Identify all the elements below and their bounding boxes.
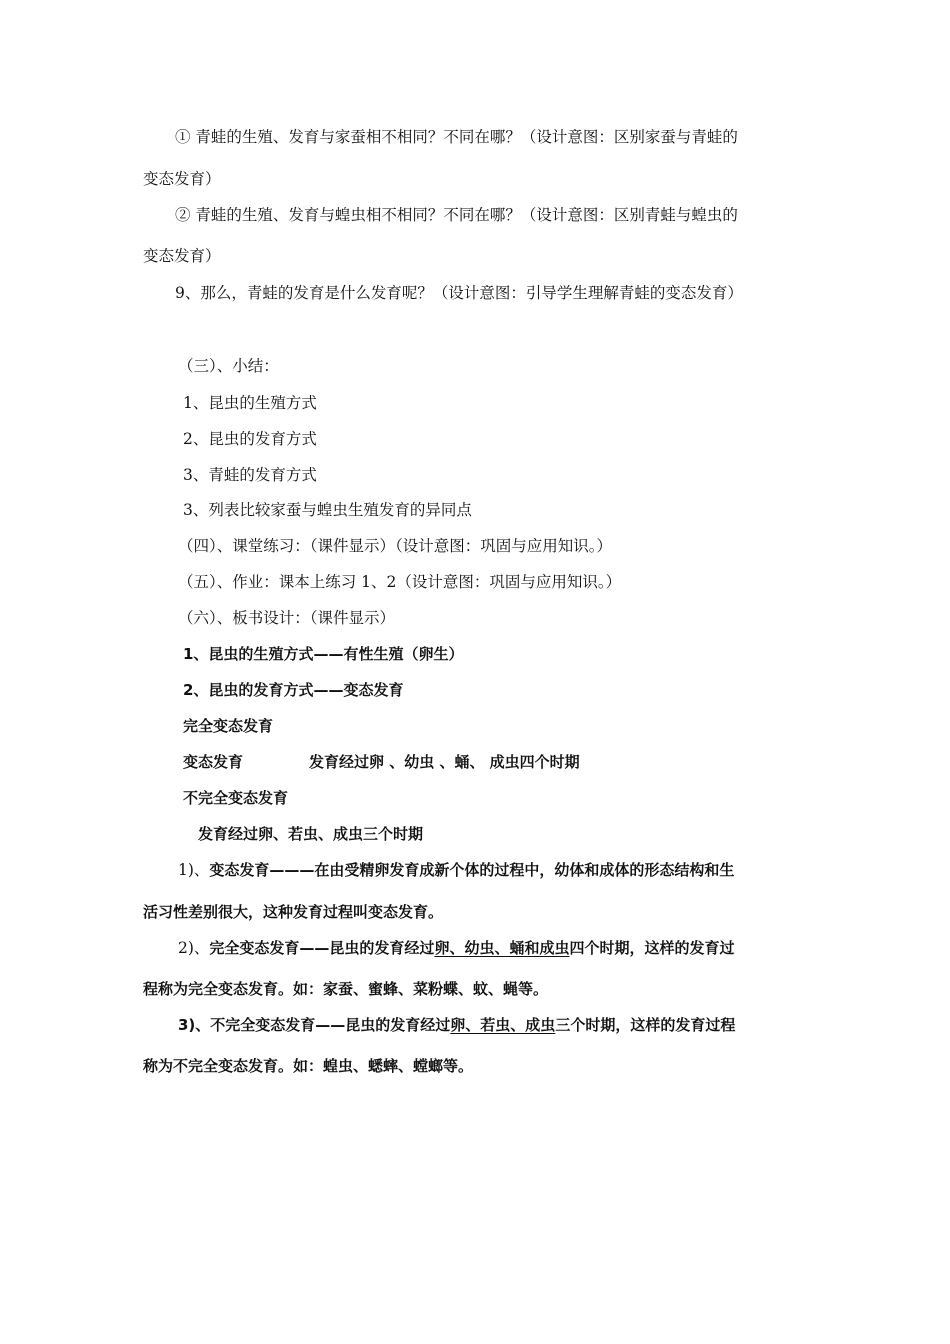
board-line-2: 2、昆虫的发育方式——变态发育 (183, 681, 404, 699)
question-1-line-2: 变态发育） (143, 170, 221, 188)
definition-1-line-1 (178, 860, 734, 880)
definition-2-text-b: 四个时期，这样的发育过 (569, 939, 735, 957)
definition-2-underlined-stages: 卵、幼虫、蛹和成虫 (434, 939, 570, 957)
section-practice: （四）、课堂练习：（课件显示）（设计意图：巩固与应用知识。） (178, 537, 613, 555)
summary-item-2: 2、昆虫的发育方式 (183, 430, 317, 448)
definition-3-underlined-stages: 卵、若虫、成虫 (450, 1016, 556, 1034)
summary-item-3: 3、青蛙的发育方式 (183, 466, 317, 484)
question-9: 9、那么，青蛙的发育是什么发育呢？（设计意图：引导学生理解青蛙的变态发育） (175, 284, 743, 302)
definition-3-line-1 (178, 1015, 735, 1035)
definition-2-prefix: 2)、 (178, 939, 210, 957)
definition-2-text-a: 完全变态发育——昆虫的发育经过 (209, 939, 435, 957)
section-board: （六）、板书设计：（课件显示） (178, 609, 396, 627)
question-2-line-1: ② 青蛙的生殖、发育与蝗虫相不相同？不同在哪？（设计意图：区别青蛙与蝗虫的 (175, 206, 738, 224)
board-metamorphosis: 变态发育 (183, 753, 244, 771)
board-incomplete-stages: 发育经过卵、若虫、成虫三个时期 (198, 825, 424, 843)
board-incomplete: 不完全变态发育 (183, 789, 289, 807)
section-homework: （五）、作业：课本上练习 1、2（设计意图：巩固与应用知识。） (178, 573, 622, 591)
definition-1-line-2: 活习性差别很大，这种发育过程叫变态发育。 (143, 903, 444, 921)
summary-heading: （三）、小结： (178, 357, 279, 375)
summary-item-1: 1、昆虫的生殖方式 (183, 394, 317, 412)
definition-3-line-2: 称为不完全变态发育。如：蝗虫、蟋蟀、螳螂等。 (143, 1057, 474, 1075)
definition-2-line-1 (178, 938, 734, 958)
question-2-line-2: 变态发育） (143, 247, 221, 265)
definition-1-prefix: 1)、 (178, 861, 210, 879)
summary-item-4: 3、列表比较家蚕与蝗虫生殖发育的异同点 (183, 501, 472, 519)
question-1-line-1: ① 青蛙的生殖、发育与家蚕相不相同？不同在哪？（设计意图：区别家蚕与青蛙的 (175, 128, 738, 146)
definition-2-line-2: 程称为完全变态发育。如：家蚕、蜜蜂、菜粉蝶、蚊、蝇等。 (143, 980, 549, 998)
definition-3-text-a: 3)、不完全变态发育——昆虫的发育经过 (178, 1016, 451, 1034)
board-complete: 完全变态发育 (183, 717, 274, 735)
definition-3-text-b: 三个时期，这样的发育过程 (555, 1016, 736, 1034)
board-complete-stages: 发育经过卵 、幼虫 、蛹、 成虫四个时期 (309, 753, 580, 771)
board-line-1: 1、昆虫的生殖方式——有性生殖（卵生） (183, 645, 464, 663)
definition-1-text: 变态发育———在由受精卵发育成新个体的过程中，幼体和成体的形态结构和生 (209, 861, 735, 879)
